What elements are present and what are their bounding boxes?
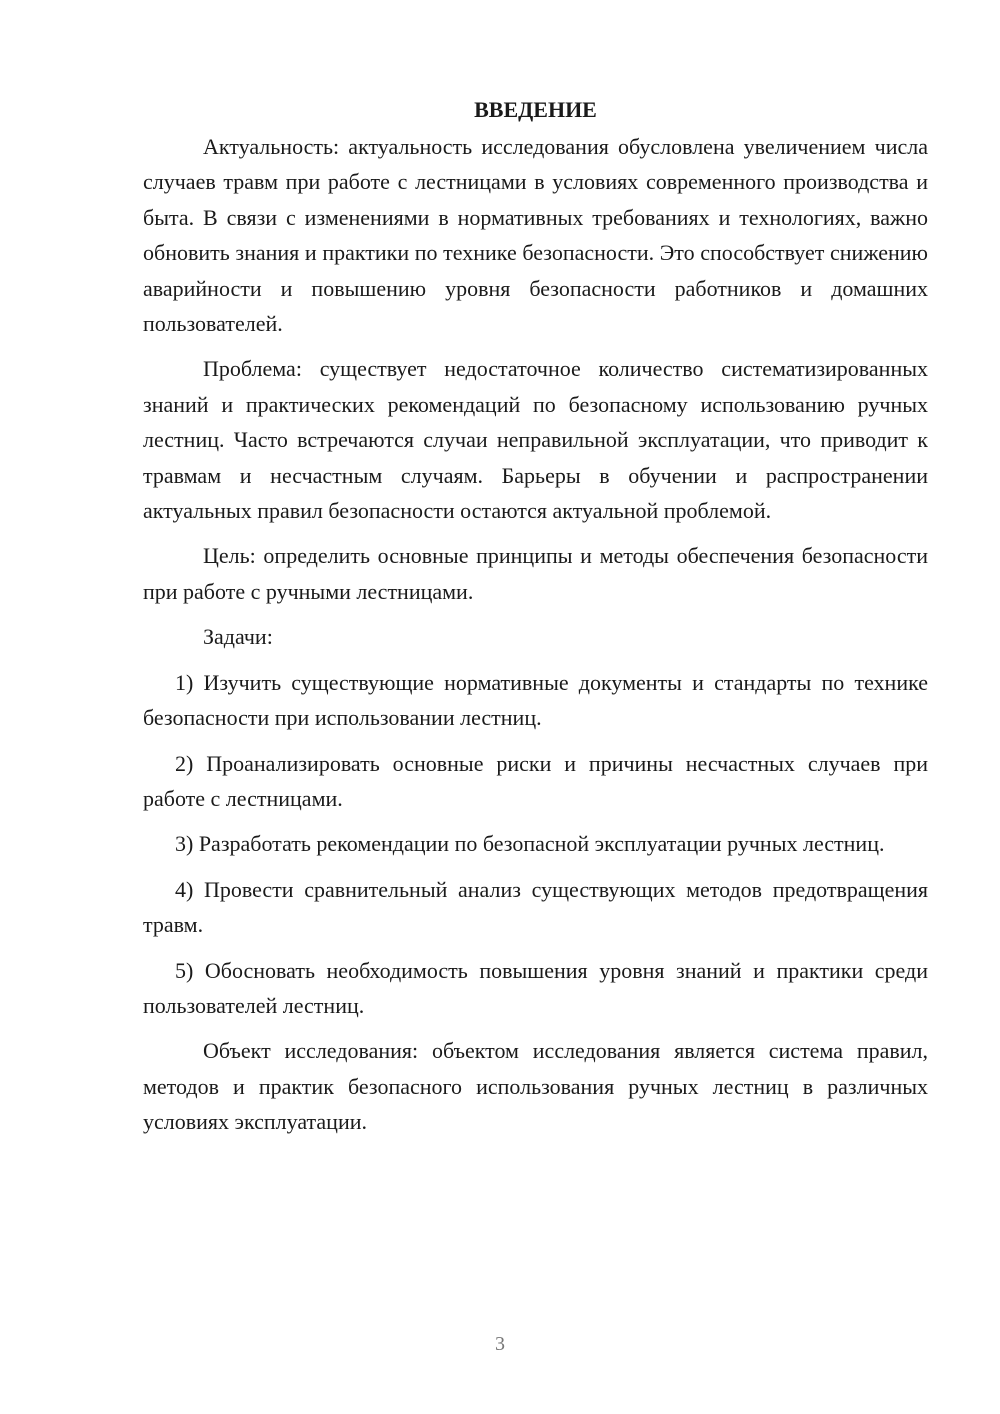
tasks-label: Задачи: [203, 624, 273, 650]
list-item: 4) Провести сравнительный анализ существующих методов предотвращения травм. [143, 876, 928, 938]
paragraph-problem: Проблема: существует недостаточное количество систематизированных знаний и практических рекомендаций по безопасному использованию ручных лестниц. Часто встречаются случаи неправильной эксплуатации, что приводит к травмам и несчастным случаям. Барьеры в обучении и распространении актуальных правил безопасности остаются актуальной проблемой. [143, 356, 928, 524]
list-item: 1) Изучить существующие нормативные документы и стандарты по технике безопасности при использовании лестниц. [143, 669, 928, 731]
list-item: 5) Обосновать необходимость повышения уровня знаний и практики среди пользователей лестниц. [143, 957, 928, 1018]
paragraph-relevance: Актуальность: актуальность исследования обусловлена увеличением числа случаев травм при работе с лестницами в условиях современного производства и быта. В связи с изменениями в нормативных требованиях и технологиях, важно обновить знания и практики по технике безопасности. Это способствует снижению аварийности и повышению уровня безопасности работников и домашних пользователей. [143, 134, 928, 337]
page-number: 3 [495, 1333, 505, 1355]
tasks-list [143, 665, 928, 1024]
list-item: 3) Разработать рекомендации по безопасной эксплуатации ручных лестниц. [175, 831, 885, 857]
list-item: 2) Проанализировать основные риски и причины несчастных случаев при работе с лестницами. [143, 750, 928, 811]
page-title: ВВЕДЕНИЕ [474, 97, 597, 122]
paragraph-goal: Цель: определить основные принципы и методы обеспечения безопасности при работе с ручными лестницами. [143, 543, 928, 604]
document-page [143, 92, 928, 1150]
paragraph-object: Объект исследования: объектом исследования является система правил, методов и практик безопасного использования ручных лестниц в различных условиях эксплуатации. [143, 1038, 928, 1135]
